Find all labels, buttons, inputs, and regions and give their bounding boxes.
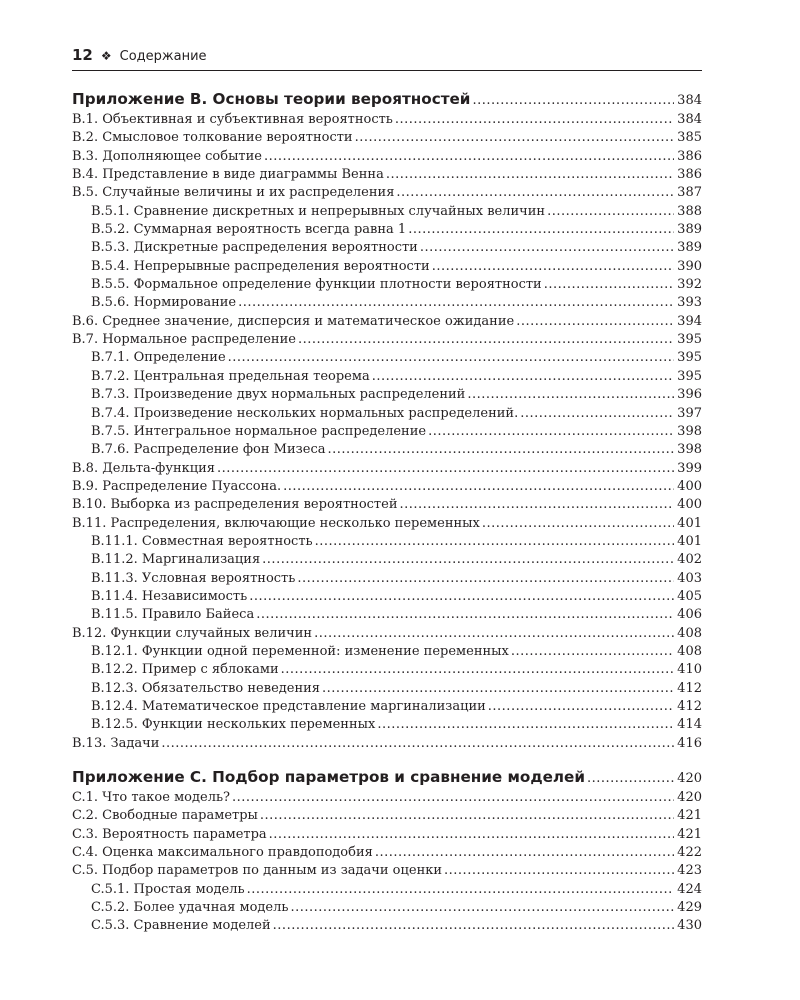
toc-entry-label: B.12.1. Функции одной переменной: изменение переменных (91, 643, 509, 659)
dot-leader (467, 386, 674, 404)
toc-entry-label: B.8. Дельта-функция (72, 460, 215, 476)
toc-entry (72, 258, 702, 276)
toc-entry (72, 313, 702, 331)
toc-entry (72, 643, 702, 661)
dot-leader (396, 184, 674, 202)
toc-entry-page: 400 (677, 497, 702, 513)
dot-leader (256, 606, 674, 624)
dot-leader (238, 294, 674, 312)
toc-entry (72, 111, 702, 129)
toc-entry (72, 588, 702, 606)
toc-entry-label: B.7.1. Определение (91, 350, 226, 366)
toc-entry (72, 881, 702, 899)
toc-entry-page: 412 (677, 680, 702, 696)
toc-entry-page: 414 (677, 717, 702, 733)
toc-entry-page: 420 (677, 790, 702, 806)
dot-leader (161, 735, 674, 753)
toc-entry (72, 625, 702, 643)
toc-entry-label: B.12.2. Пример с яблоками (91, 662, 279, 678)
toc-entry-label: C.5. Подбор параметров по данным из задачи оценки (72, 863, 443, 879)
toc-entry-page: 399 (677, 460, 702, 476)
dot-leader (482, 515, 674, 533)
dot-leader (511, 643, 674, 661)
toc-entry-page: 384 (677, 112, 702, 127)
toc-entry (72, 294, 702, 312)
toc-entry-label: B.2. Смысловое толкование вероятности (72, 130, 353, 146)
toc-entry (72, 570, 702, 588)
dot-leader (322, 680, 674, 698)
toc-entry-label: B.11.2. Маргинализация (91, 552, 261, 568)
toc-entry-label: C.5.2. Более удачная модель (91, 900, 289, 916)
toc-entry-page: 397 (677, 405, 702, 421)
toc-entry (72, 331, 702, 349)
dot-leader (386, 166, 674, 184)
toc-entry-label: B.4. Представление в виде диаграммы Венна (72, 167, 384, 183)
toc-entry (72, 203, 702, 221)
dot-leader (297, 570, 674, 588)
dot-leader (269, 826, 675, 844)
toc-entry-label: C.4. Оценка максимального правдоподобия (72, 845, 373, 861)
toc-entry-page: 396 (677, 387, 702, 403)
toc-entry (72, 441, 702, 459)
toc-entry-page: 421 (677, 826, 702, 842)
toc-entry-page: 401 (677, 533, 702, 549)
toc-entry-label: B.7.2. Центральная предельная теорема (91, 368, 370, 384)
toc-entry (72, 166, 702, 184)
dot-leader (281, 661, 675, 679)
toc-entry-label: B.10. Выборка из распределения вероятностей (72, 497, 398, 513)
dot-leader (395, 111, 674, 129)
dot-leader (228, 349, 675, 367)
dot-leader (520, 405, 674, 423)
toc-entry-page: 408 (677, 625, 702, 641)
toc-entry (72, 221, 702, 239)
table-of-contents (72, 87, 702, 936)
toc-entry-label: B.5.2. Суммарная вероятность всегда равна 1 (91, 222, 407, 238)
toc-entry-page: 395 (677, 350, 702, 366)
toc-entry-page: 400 (677, 478, 702, 494)
toc-entry-label: B.6. Среднее значение, дисперсия и математическое ожидание (72, 313, 515, 329)
toc-entry (72, 551, 702, 569)
toc-entry-label: B.9. Распределение Пуассона. (72, 478, 282, 494)
toc-heading (72, 87, 702, 111)
toc-entry (72, 239, 702, 257)
toc-entry-label: B.7.4. Произведение нескольких нормальных распределений. (91, 405, 519, 421)
toc-entry-page: 386 (677, 167, 702, 183)
toc-entry (72, 844, 702, 862)
dot-leader (314, 625, 674, 643)
toc-entry (72, 606, 702, 624)
toc-entry-label: B.7.5. Интегральное нормальное распределение (91, 423, 427, 439)
toc-entry-label: B.11. Распределения, включающие несколько переменных (72, 515, 480, 531)
toc-entry-label: B.11.3. Условная вероятность (91, 570, 296, 586)
toc-entry (72, 735, 702, 753)
toc-entry-label: B.12.5. Функции нескольких переменных (91, 717, 376, 733)
dot-leader (249, 588, 674, 606)
dot-leader (420, 239, 674, 257)
dot-leader (290, 899, 674, 917)
dot-leader (217, 460, 674, 478)
toc-entry-page: 389 (677, 240, 702, 256)
dot-leader (262, 551, 674, 569)
toc-entry-label: C.5.3. Сравнение моделей (91, 918, 271, 934)
toc-entry-page: 390 (677, 258, 702, 274)
dot-leader (432, 258, 674, 276)
dot-leader (587, 767, 674, 791)
toc-entry-label: B.7.6. Распределение фон Мизеса (91, 442, 326, 458)
toc-entry-page: 421 (677, 808, 702, 824)
toc-entry-page: 385 (677, 130, 702, 146)
page (72, 46, 702, 936)
toc-entry-label: Приложение C. Подбор параметров и сравнение моделей (72, 768, 585, 787)
toc-entry-page: 395 (677, 332, 702, 348)
toc-entry-page: 420 (677, 771, 702, 787)
toc-entry-label: B.13. Задачи (72, 735, 160, 751)
toc-entry-page: 398 (677, 423, 702, 439)
dot-leader (355, 129, 675, 147)
dot-leader (488, 698, 674, 716)
toc-entry-page: 403 (677, 570, 702, 586)
toc-entry-label: C.1. Что такое модель? (72, 790, 231, 806)
dot-leader (516, 313, 674, 331)
toc-entry (72, 276, 702, 294)
toc-entry-page: 429 (677, 900, 702, 916)
toc-entry (72, 386, 702, 404)
toc-entry (72, 478, 702, 496)
toc-entry-label: Приложение B. Основы теории вероятностей (72, 90, 471, 108)
dot-leader (315, 533, 675, 551)
dot-leader (327, 441, 674, 459)
toc-entry-label: B.5.3. Дискретные распределения вероятности (91, 240, 418, 256)
toc-entry-page: 395 (677, 368, 702, 384)
toc-entry-page: 392 (677, 277, 702, 293)
dot-leader (472, 89, 674, 113)
toc-entry-label: C.2. Свободные параметры (72, 808, 258, 824)
toc-entry-label: B.7. Нормальное распределение (72, 332, 296, 348)
dot-leader (375, 844, 674, 862)
toc-entry-label: C.3. Вероятность параметра (72, 826, 267, 842)
toc-entry-label: B.12.3. Обязательство неведения (91, 680, 320, 696)
toc-entry-page: 412 (677, 699, 702, 714)
toc-entry (72, 496, 702, 514)
toc-entry-page: 423 (677, 863, 702, 879)
page-number: 12 (72, 46, 93, 64)
toc-entry (72, 460, 702, 478)
toc-entry-label: B.11.5. Правило Байеса (91, 607, 255, 623)
dot-leader (283, 478, 674, 496)
toc-entry-page: 398 (677, 442, 702, 458)
dot-leader (247, 881, 675, 899)
toc-entry (72, 716, 702, 734)
toc-entry-label: B.12. Функции случайных величин (72, 625, 313, 641)
toc-section (72, 765, 702, 936)
running-head-title: Содержание (119, 49, 207, 64)
dot-leader (544, 276, 674, 294)
toc-entry (72, 405, 702, 423)
running-head (72, 46, 702, 66)
toc-entry-label: B.7.3. Произведение двух нормальных распределений (91, 387, 466, 403)
toc-entry-label: B.11.4. Независимость (91, 588, 248, 604)
dot-leader (264, 148, 674, 166)
dot-leader (260, 807, 674, 825)
toc-entry-label: B.5.6. Нормирование (91, 295, 237, 311)
toc-entry-label: B.12.4. Математическое представление маргинализации (91, 699, 486, 714)
toc-entry (72, 826, 702, 844)
toc-entry (72, 515, 702, 533)
dot-leader (377, 716, 674, 734)
toc-entry-page: 408 (677, 643, 702, 659)
toc-heading (72, 765, 702, 789)
toc-entry-page: 430 (677, 918, 702, 934)
toc-entry (72, 698, 702, 716)
toc-entry-label: B.5. Случайные величины и их распределения (72, 185, 395, 201)
toc-entry-page: 401 (677, 515, 702, 531)
toc-entry-label: B.5.1. Сравнение дискретных и непрерывных случайных величин (91, 203, 546, 219)
toc-entry-page: 386 (677, 148, 702, 164)
header-rule (72, 70, 702, 71)
dot-leader (408, 221, 674, 239)
toc-section (72, 87, 702, 753)
toc-entry (72, 862, 702, 880)
toc-entry (72, 423, 702, 441)
toc-entry-page: 387 (677, 185, 702, 201)
toc-entry-page: 410 (677, 662, 702, 678)
toc-entry-page: 405 (677, 588, 702, 604)
dot-leader (547, 203, 674, 221)
toc-entry (72, 680, 702, 698)
toc-entry-page: 384 (677, 93, 702, 108)
toc-entry-page: 422 (677, 845, 702, 861)
toc-entry-page: 393 (677, 295, 702, 311)
toc-entry-page: 388 (677, 203, 702, 219)
toc-entry-page: 394 (677, 313, 702, 329)
toc-entry (72, 129, 702, 147)
dot-leader (232, 789, 674, 807)
toc-entry-page: 424 (677, 881, 702, 897)
dot-leader (399, 496, 674, 514)
toc-entry (72, 789, 702, 807)
toc-entry (72, 899, 702, 917)
dot-leader (372, 368, 674, 386)
ornament-icon: ❖ (100, 49, 112, 63)
toc-entry-label: B.1. Объективная и субъективная вероятность (72, 112, 393, 127)
dot-leader (273, 917, 675, 935)
toc-entry-label: B.5.5. Формальное определение функции плотности вероятности (91, 277, 542, 293)
toc-entry (72, 349, 702, 367)
dot-leader (444, 862, 674, 880)
toc-entry-page: 402 (677, 552, 702, 568)
toc-entry (72, 184, 702, 202)
toc-entry-label: B.5.4. Непрерывные распределения вероятности (91, 258, 430, 274)
toc-entry (72, 368, 702, 386)
toc-entry (72, 661, 702, 679)
toc-entry-page: 416 (677, 735, 702, 751)
toc-entry (72, 148, 702, 166)
toc-entry-label: B.3. Дополняющее событие (72, 148, 262, 164)
toc-entry (72, 917, 702, 935)
dot-leader (428, 423, 674, 441)
toc-entry-page: 389 (677, 222, 702, 238)
toc-entry-label: B.11.1. Совместная вероятность (91, 533, 313, 549)
toc-entry (72, 807, 702, 825)
toc-entry-label: C.5.1. Простая модель (91, 881, 245, 897)
toc-entry-page: 406 (677, 607, 702, 623)
toc-entry (72, 533, 702, 551)
dot-leader (298, 331, 674, 349)
